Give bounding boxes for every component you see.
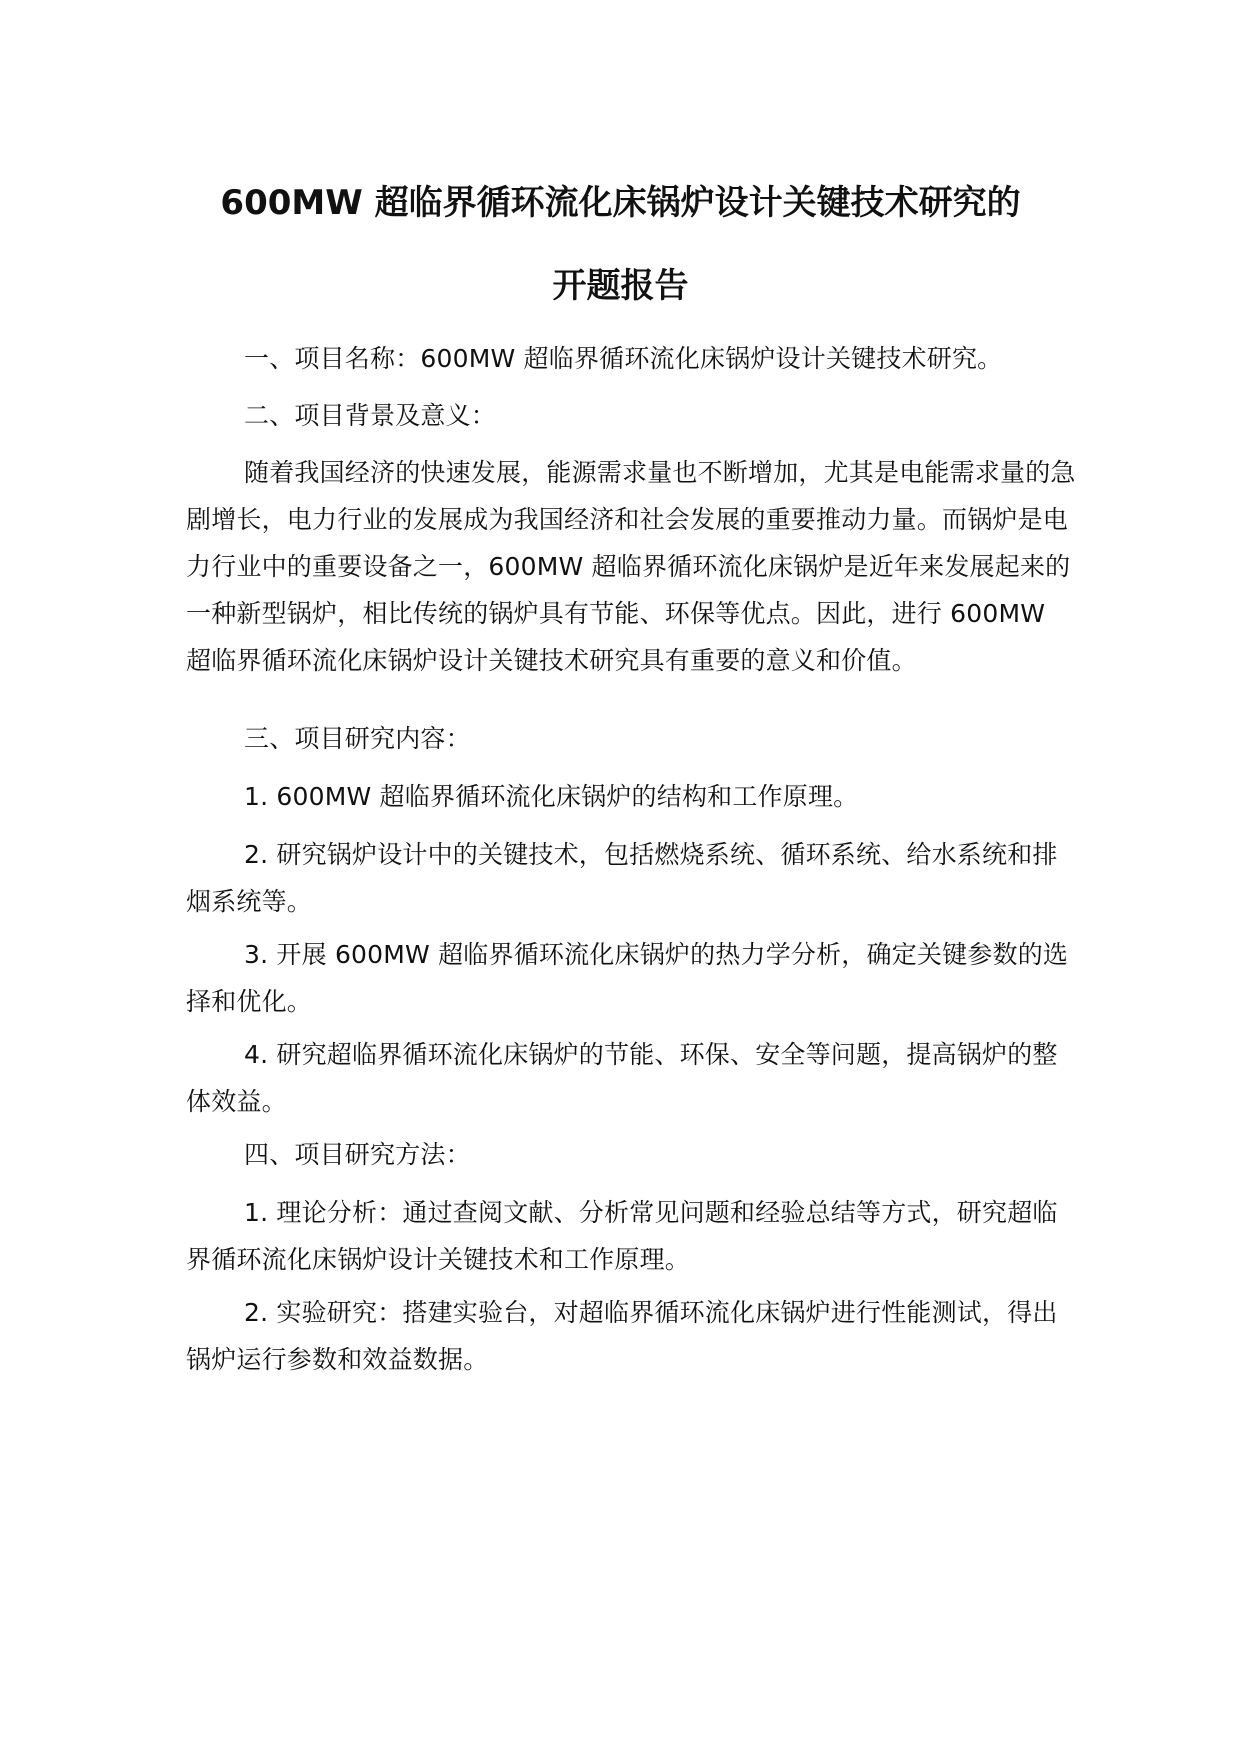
section-heading-methods: 四、项目研究方法： (244, 1140, 471, 1169)
content-item-2: 2. 研究锅炉设计中的关键技术，包括燃烧系统、循环系统、给水系统和排烟系统等。 (186, 840, 1058, 916)
section-heading-background: 二、项目背景及意义： (244, 401, 497, 430)
document-title-line-1: 600MW 超临界循环流化床锅炉设计关键技术研究的 (220, 183, 1021, 223)
section-project-name: 一、项目名称：600MW 超临界循环流化床锅炉设计关键技术研究。 (244, 344, 1003, 373)
content-item-4: 4. 研究超临界循环流化床锅炉的节能、环保、安全等问题，提高锅炉的整体效益。 (186, 1040, 1058, 1116)
section-heading-content: 三、项目研究内容： (244, 724, 471, 753)
method-item-2: 2. 实验研究：搭建实验台，对超临界循环流化床锅炉进行性能测试，得出锅炉运行参数和效益数据。 (186, 1298, 1058, 1374)
method-item-1: 1. 理论分析：通过查阅文献、分析常见问题和经验总结等方式，研究超临界循环流化床锅炉设计关键技术和工作原理。 (186, 1198, 1058, 1274)
document-title-line-2: 开题报告 (552, 266, 689, 306)
content-item-3: 3. 开展 600MW 超临界循环流化床锅炉的热力学分析，确定关键参数的选择和优化。 (186, 940, 1069, 1016)
content-item-1: 1. 600MW 超临界循环流化床锅炉的结构和工作原理。 (244, 782, 859, 811)
background-paragraph: 随着我国经济的快速发展，能源需求量也不断增加，尤其是电能需求量的急剧增长，电力行业的发展成为我国经济和社会发展的重要推动力量。而锅炉是电力行业中的重要设备之一，600MW 超临界循环流化床锅炉是近年来发展起来的一种新型锅炉，相比传统的锅炉具有节能、环保等优点。因此，进行 600MW 超临界循环流化床锅炉设计关键技术研究具有重要的意义和价值。 (186, 458, 1076, 675)
